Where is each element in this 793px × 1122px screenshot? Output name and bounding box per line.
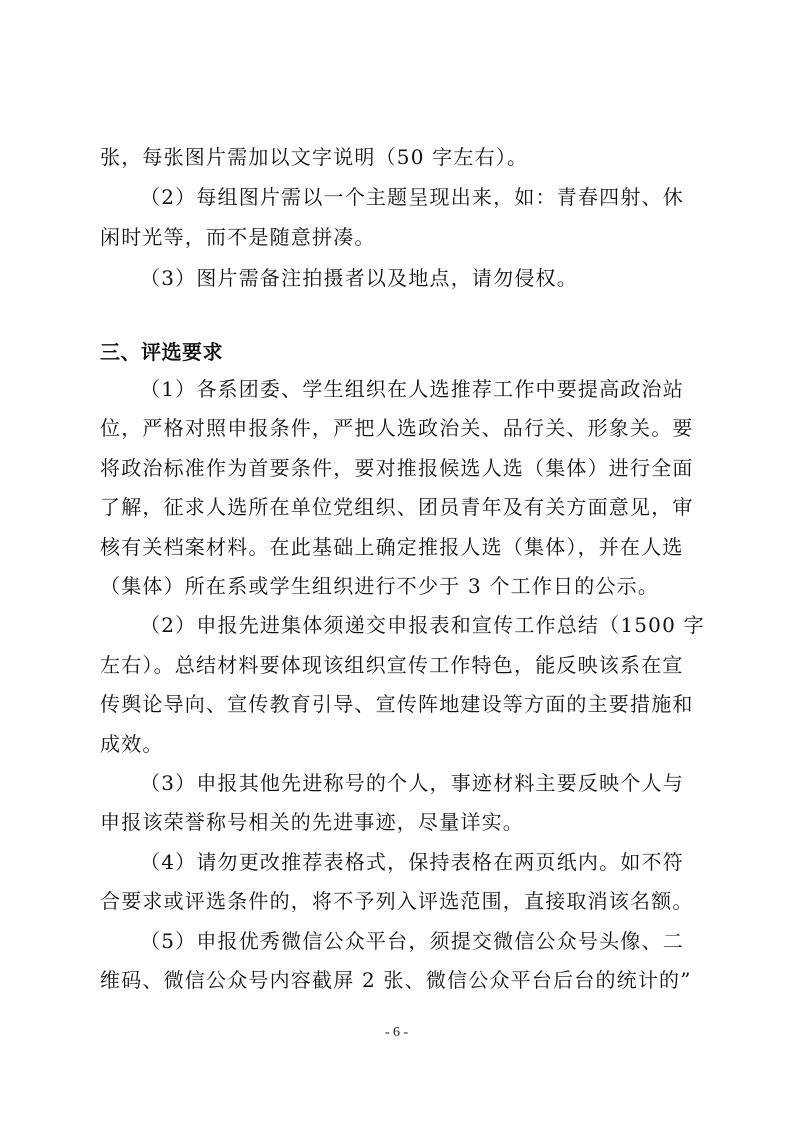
paragraph-line: 张，每张图片需加以文字说明（50 字左右）。 xyxy=(100,145,529,169)
paragraph-line: 维码、微信公众号内容截屏 2 张、微信公众平台后台的统计的” xyxy=(100,968,692,992)
paragraph-line: 核有关档案材料。在此基础上确定推报人选（集体），并在人选 xyxy=(100,535,684,559)
paragraph-line: 了解，征求人选所在单位党组织、团员青年及有关方面意见，审 xyxy=(100,495,694,519)
paragraph-line: 传舆论导向、宣传教育引导、宣传阵地建设等方面的主要措施和 xyxy=(100,692,694,716)
paragraph-line: （4）请勿更改推荐表格式，保持表格在两页纸内。如不符 xyxy=(140,850,684,874)
paragraph-line: （集体）所在系或学生组织进行不少于 3 个工作日的公示。 xyxy=(100,574,660,598)
paragraph-line: 申报该荣誉称号相关的先进事迹，尽量详实。 xyxy=(100,810,524,834)
paragraph-line: （1）各系团委、学生组织在人选推荐工作中要提高政治站 xyxy=(140,377,684,401)
section-heading: 三、评选要求 xyxy=(100,340,223,364)
paragraph-line: （3）申报其他先进称号的个人，事迹材料主要反映个人与 xyxy=(140,771,684,795)
page-number: - 6 - xyxy=(384,1025,409,1040)
paragraph-line: 左右）。总结材料要体现该组织宣传工作特色，能反映该系在宣 xyxy=(100,653,684,677)
paragraph-line: 合要求或评选条件的，将不予列入评选范围，直接取消该名额。 xyxy=(100,889,694,913)
paragraph-line: （3）图片需备注拍摄者以及地点，请勿侵权。 xyxy=(140,266,578,290)
paragraph-line: 位，严格对照申报条件，严把人选政治关、品行关、形象关。要 xyxy=(100,416,694,440)
paragraph-line: 成效。 xyxy=(100,732,164,756)
paragraph-line: 将政治标准作为首要条件，要对推报候选人选（集体）进行全面 xyxy=(100,456,694,480)
paragraph-line: （2）申报先进集体须递交申报表和宣传工作总结（1500 字 xyxy=(140,613,705,637)
paragraph-line: （2）每组图片需以一个主题呈现出来，如：青春四射、休 xyxy=(140,185,684,209)
paragraph-line: 闲时光等，而不是随意拼凑。 xyxy=(100,225,376,249)
paragraph-line: （5）申报优秀微信公众平台，须提交微信公众号头像、二 xyxy=(140,929,684,953)
